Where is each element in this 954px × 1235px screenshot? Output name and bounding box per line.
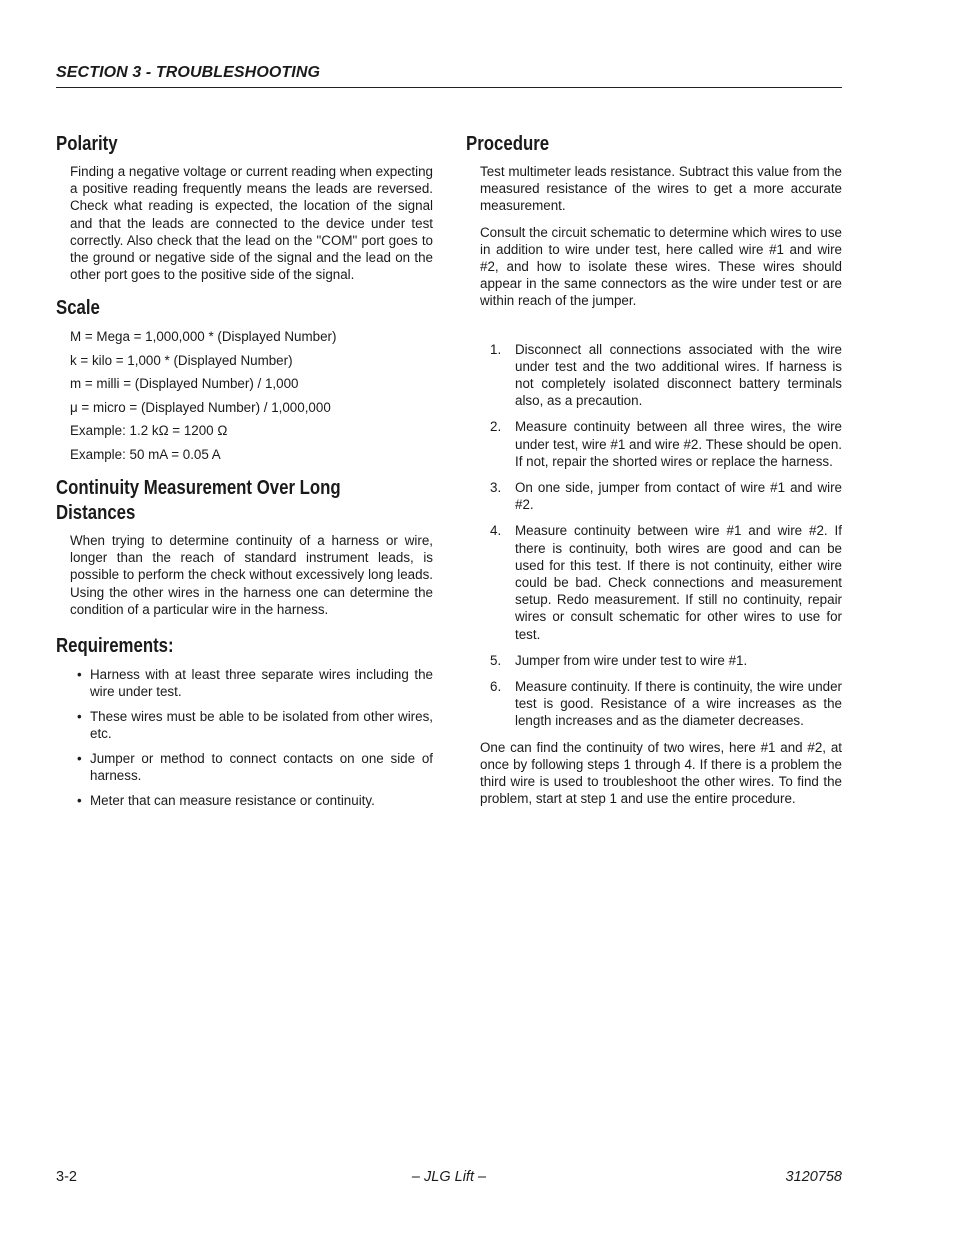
step-number: 3. (490, 480, 502, 496)
step-item (466, 479, 842, 513)
continuity-text: When trying to determine continuity of a harness or wire, longer than the reach of standard instrument leads, is possible to perform the check without excessively long leads. Using the other wires in the harness one can determine the condition of a particular wire in the harness. (70, 532, 433, 617)
list-item-text: Harness with at least three separate wires including the wire under test. (90, 666, 433, 700)
page-header (56, 64, 842, 88)
list-item (77, 750, 433, 784)
bullet-icon: • (77, 750, 82, 766)
requirements-list (56, 666, 433, 809)
list-item (77, 708, 433, 742)
step-number: 4. (490, 523, 502, 539)
step-number: 2. (490, 419, 502, 435)
step-item (466, 341, 842, 410)
footer-brand: – JLG Lift – (411, 1169, 487, 1185)
scale-line-micro: μ = micro = (Displayed Number) / 1,000,000 (70, 399, 331, 415)
continuity-heading-line1: Continuity Measurement Over Long (56, 476, 341, 499)
scale-heading: Scale (56, 297, 100, 320)
step-text: On one side, jumper from contact of wire #1 and wire #2. (515, 480, 842, 513)
procedure-heading: Procedure (466, 133, 550, 155)
document-number: 3120758 (785, 1169, 842, 1185)
step-text: Jumper from wire under test to wire #1. (515, 652, 748, 668)
scale-section (56, 296, 433, 463)
procedure-intro-2: Consult the circuit schematic to determine which wires to use in addition to wire under test, here called wire #1 and wire #2, and how to isolate these wires. These wires should appear in the same connectors as the wire under test or are within reach of the jumper. (480, 224, 842, 309)
list-item (77, 792, 433, 809)
scale-line-mega: M = Mega = 1,000,000 * (Displayed Number) (70, 329, 337, 345)
continuity-section (56, 476, 433, 618)
step-item (466, 678, 842, 730)
left-column (56, 132, 433, 816)
bullet-icon: • (77, 666, 82, 682)
step-text: Disconnect all connections associated with the wire under test and the two additional wires. If harness is not completely isolated disconnect battery terminals also, as a precaution. (515, 341, 842, 409)
procedure-closing: One can find the continuity of two wires, here #1 and #2, at once by following steps 1 through 4. If there is a problem the third wire is used to troubleshoot the other wires. To find the problem, start at step 1 and use the entire procedure. (480, 739, 842, 807)
procedure-section (466, 132, 842, 808)
procedure-intro-1: Test multimeter leads resistance. Subtract this value from the measured resistance of the wires to get a more accurate measurement. (480, 164, 842, 214)
continuity-heading (56, 476, 433, 526)
section-title: SECTION 3 - TROUBLESHOOTING (56, 64, 321, 81)
bullet-icon: • (77, 708, 82, 724)
step-item (466, 652, 842, 669)
polarity-text: Finding a negative voltage or current reading when expecting a positive reading frequently means the leads are reversed. Check what reading is expected, the location of the signal and that the leads are connected to the device under test correctly. Also check that the lead on the "COM" port goes to the ground or negative side of the signal and the lead on the other port goes to the positive side of the signal. (70, 164, 433, 283)
step-number: 1. (490, 341, 502, 357)
step-item (466, 418, 842, 470)
right-column (466, 132, 842, 808)
requirements-heading: Requirements: (56, 634, 174, 657)
bullet-icon: • (77, 792, 82, 808)
step-number: 5. (490, 652, 502, 668)
requirements-section (56, 634, 433, 809)
page-footer (56, 1169, 842, 1189)
list-item (77, 666, 433, 700)
step-number: 6. (490, 679, 502, 695)
list-item-text: Meter that can measure resistance or continuity. (90, 792, 375, 808)
step-item (466, 522, 842, 642)
procedure-steps (466, 341, 842, 730)
list-item-text: These wires must be able to be isolated from other wires, etc. (90, 708, 433, 742)
polarity-section (56, 132, 433, 283)
polarity-heading: Polarity (56, 133, 118, 155)
scale-example-ohms: Example: 1.2 kΩ = 1200 Ω (70, 423, 228, 439)
step-text: Measure continuity between all three wires, the wire under test, wire #1 and wire #2. These should be open. If not, repair the shorted wires or replace the harness. (515, 419, 842, 469)
page-number: 3-2 (56, 1169, 77, 1185)
step-text: Measure continuity. If there is continuity, the wire under test is good. Resistance of a wire increases as the length increases and as the diameter decreases. (515, 679, 842, 729)
scale-line-milli: m = milli = (Displayed Number) / 1,000 (70, 376, 299, 392)
scale-line-kilo: k = kilo = 1,000 * (Displayed Number) (70, 352, 293, 368)
continuity-heading-line2: Distances (56, 501, 136, 524)
step-text: Measure continuity between wire #1 and wire #2. If there is continuity, both wires are good and can be used for this test. If there is not continuity, either wire could be bad. Check connections and measurement setup. Redo measurement. If still no continuity, repair wires or consult schematic for other wires to use for test. (515, 523, 842, 642)
list-item-text: Jumper or method to connect contacts on one side of harness. (90, 750, 433, 783)
scale-example-amps: Example: 50 mA = 0.05 A (70, 446, 221, 462)
